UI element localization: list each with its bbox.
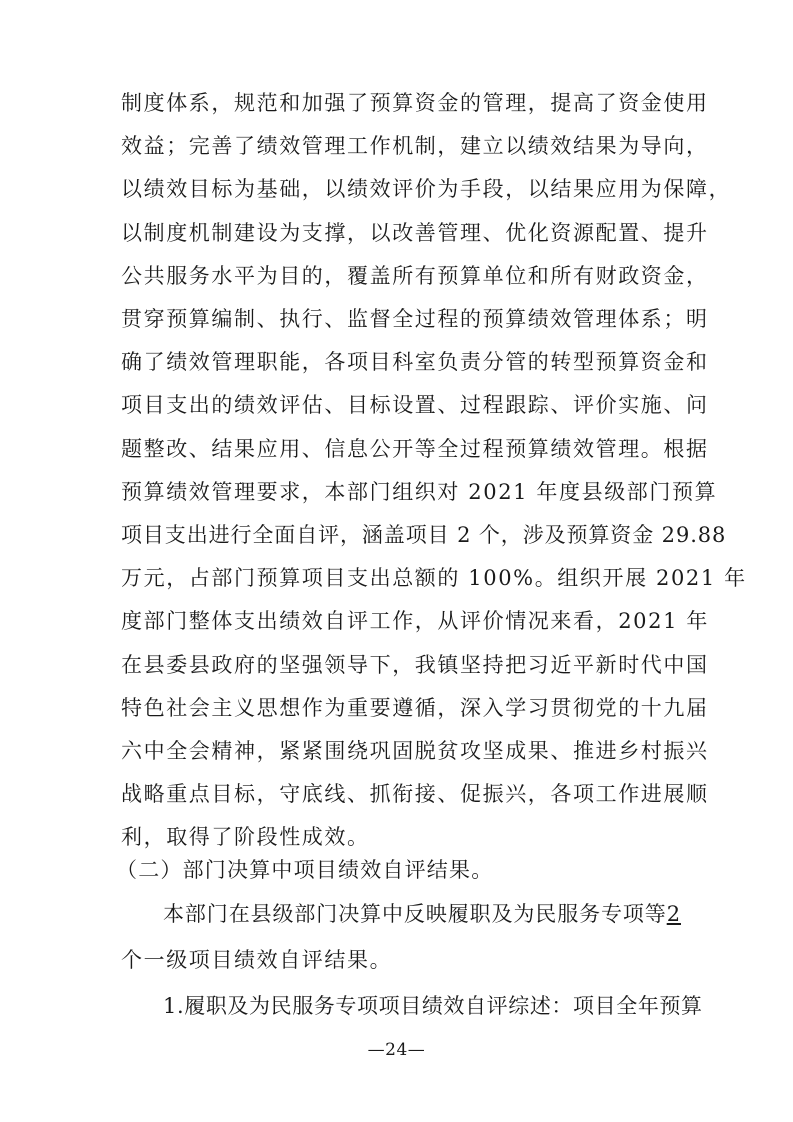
body-line-1: 制度体系，规范和加强了预算资金的管理，提高了资金使用 <box>121 91 709 115</box>
body-line-4: 以制度机制建设为支撑，以改善管理、优化资源配置、提升 <box>121 220 709 245</box>
body-line-5: 公共服务水平为目的，覆盖所有预算单位和所有财政资金， <box>121 263 709 288</box>
para2-line-2: 个一级项目绩效自评结果。 <box>121 948 393 972</box>
project-count: 2 <box>666 902 681 926</box>
body-line-13: 度部门整体支出绩效自评工作，从评价情况来看，2021 年 <box>121 609 709 634</box>
para2-line-1 <box>163 900 683 928</box>
para2-line-1-text: 本部门在县级部门决算中反映履职及为民服务专项等 <box>163 902 667 926</box>
body-line-17: 战略重点目标，守底线、抓衔接、促振兴，各项工作进展顺 <box>121 782 709 807</box>
body-line-7: 确了绩效管理职能，各项目科室负责分管的转型预算资金和 <box>121 350 709 375</box>
body-line-14: 在县委县政府的坚强领导下，我镇坚持把习近平新时代中国 <box>121 652 709 677</box>
body-line-9: 题整改、结果应用、信息公开等全过程预算绩效管理。根据 <box>121 436 709 461</box>
section-heading: （二）部门决算中项目绩效自评结果。 <box>116 858 494 882</box>
body-line-8: 项目支出的绩效评估、目标设置、过程跟踪、评价实施、问 <box>121 393 709 418</box>
para3-line-1: 1.履职及为民服务专项项目绩效自评综述：项目全年预算 <box>163 994 703 1018</box>
body-line-16: 六中全会精神，紧紧围绕巩固脱贫攻坚成果、推进乡村振兴 <box>121 739 709 763</box>
body-line-15: 特色社会主义思想作为重要遵循，深入学习贯彻党的十九届 <box>121 695 709 720</box>
body-line-10: 预算绩效管理要求，本部门组织对 2021 年度县级部门预算 <box>121 479 718 504</box>
body-line-6: 贯穿预算编制、执行、监督全过程的预算绩效管理体系；明 <box>121 307 709 331</box>
body-line-18: 利，取得了阶段性成效。 <box>121 825 370 850</box>
body-line-11: 项目支出进行全面自评，涵盖项目 2 个，涉及预算资金 29.88 <box>121 523 727 547</box>
body-line-3: 以绩效目标为基础，以绩效评价为手段，以结果应用为保障， <box>121 177 732 202</box>
page-number: —24— <box>367 1040 426 1060</box>
body-line-2: 效益；完善了绩效管理工作机制，建立以绩效结果为导向， <box>121 134 709 159</box>
body-line-12: 万元，占部门预算项目支出总额的 100%。组织开展 2021 年 <box>121 566 747 591</box>
